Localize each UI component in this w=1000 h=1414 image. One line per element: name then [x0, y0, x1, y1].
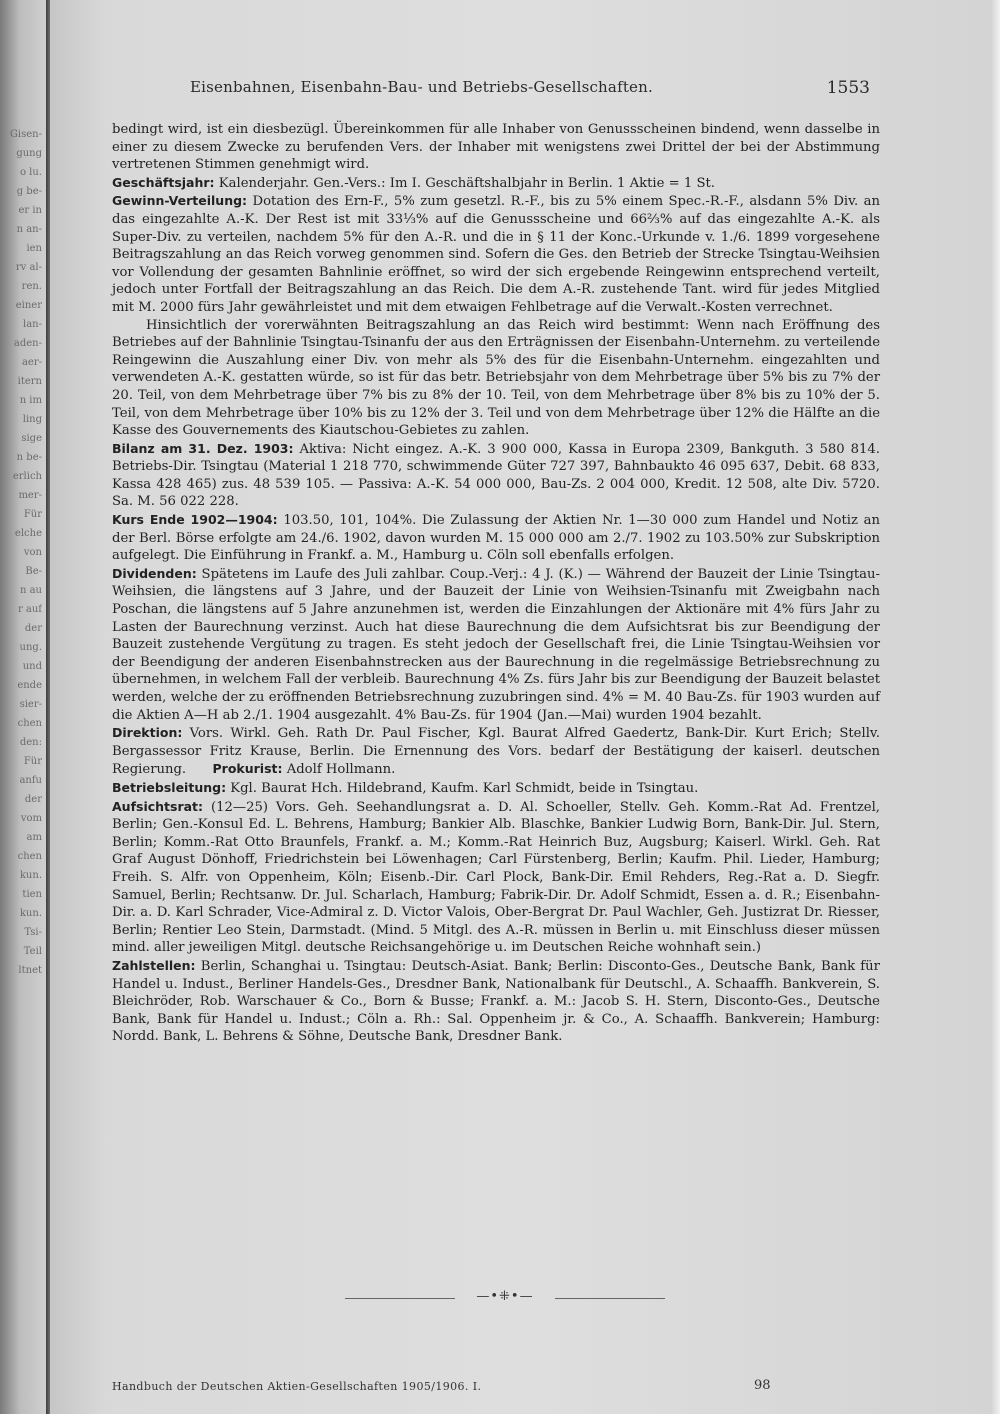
divider-ornament: —•⁜•— — [476, 1289, 534, 1304]
paragraph — [112, 121, 880, 174]
gutter-fragment: ltnet — [18, 965, 42, 976]
paragraph-text: Berlin, Schanghai u. Tsingtau: Deutsch-Asiat. Bank; Berlin: Disconto-Ges., Deutsche Bank, Bank für Handel u. Indust., Berliner Handels-Ges., Dresdner Bank, Nationalbank für Deutschl., A. Schaaffh. Bankverein, S. Bleichröder, Rob. Warschauer & Co., Born & Busse; Frankf. a. M.: Jacob S. H. Stern, Disconto-Ges., Deutsche Bank, Bank für Handel u. Indust.; Cöln a. Rh.: Sal. Oppenheim jr. & Co., A. Schaaffh. Bankverein; Hamburg: Nordd. Bank, L. Behrens & Söhne, Deutsche Bank, Dresdner Bank. — [112, 958, 880, 1045]
section-label: Prokurist: — [212, 761, 283, 777]
gutter-fragment: Für — [23, 756, 42, 767]
gutter-fragment: Be- — [25, 566, 42, 577]
section-label: Gewinn-Verteilung: — [112, 193, 248, 209]
paragraph — [112, 957, 880, 1046]
section-label: Dividenden: — [112, 565, 197, 581]
body-text — [112, 121, 880, 1046]
footer — [112, 1380, 812, 1400]
gutter-fragment: erlich — [12, 471, 42, 482]
gutter-fragment: kun. — [19, 908, 42, 919]
gutter-fragment: lan- — [23, 319, 42, 330]
section-label: Zahlstellen: — [112, 957, 196, 973]
paragraph-text: bedingt wird, ist ein diesbezügl. Übereinkommen für alle Inhaber von Genussscheinen bindend, wenn dasselbe in einer zu diesem Zwecke zu berufenden Vers. der Inhaber mit wenigstens zwei Drittel der bei der Abstimmung vertretenen Stimmen genehmigt wird. — [112, 122, 880, 173]
header-title: Eisenbahnen, Eisenbahn-Bau- und Betriebs-Gesellschaften. — [190, 78, 653, 96]
paragraph-text: Adolf Hollmann. — [286, 762, 396, 778]
paragraph — [112, 798, 880, 957]
paragraph-text: Spätetens im Laufe des Juli zahlbar. Coup.-Verj.: 4 J. (K.) — Während der Bauzeit der Linie Tsingtau-Weihsien, die längstens auf 3 Jahre, und der Bauzeit der Linie von Weihsien-Tsinanfu mit Zweigbahn nach Poschan, die längstens auf 5 Jahre anzunehmen ist, werden die Einzahlungen der Aktionäre mit 4% fürs Jahr zu Lasten der Baurechnung verzinst. Auch hat diese Baurechnung die dem Aufsichtsrat bis zur Beendigung der Bauzeit zustehende Vergütung zu tragen. Es steht jedoch der Gesellschaft frei, die Linie Tsingtau-Weihsien vor der Beendigung der anderen Eisenbahnstrecken aus der Baurechnung in die regelmässige Betriebsrechnung zu übernehmen, in welchem Fall der verbleib. Baurechnung 4% Zs. fürs Jahr bis zur Beendigung der Bauzeit belastet werden, welche der zu eröffnenden Betriebsrechnung zuzubringen sind. 4% = M. 40 Bau-Zs. für 1903 wurden auf die Aktien A—H ab 2./1. 1904 ausgezahlt. 4% Bau-Zs. für 1904 (Jan.—Mai) wurden 1904 bezahlt. — [112, 566, 880, 723]
gutter-fragment: r auf — [17, 604, 42, 615]
gutter-fragment: anfu — [19, 775, 42, 786]
gutter-fragment: ung. — [19, 642, 42, 653]
gutter-fragment: er in — [18, 205, 42, 216]
gutter-fragment: n an- — [16, 224, 42, 235]
gutter-fragment: chen — [17, 851, 42, 862]
gutter-fragment: Für — [23, 509, 42, 520]
gutter-fragment: elche — [14, 528, 42, 539]
gutter-fragment: Gisen- — [9, 129, 42, 140]
gutter-fragment: n im — [19, 395, 42, 406]
gutter-fragment: vom — [20, 813, 42, 824]
paragraph — [112, 440, 880, 511]
gutter-fragment: ien — [26, 243, 42, 254]
gutter-fragment: rv al- — [15, 262, 42, 273]
gutter-fragment: von — [23, 547, 42, 558]
gutter-fragment: mer- — [18, 490, 42, 501]
gutter-fragment: sier- — [19, 699, 42, 710]
paragraph — [112, 174, 880, 193]
paragraph-text: Kgl. Baurat Hch. Hildebrand, Kaufm. Karl Schmidt, beide in Tsingtau. — [230, 780, 699, 796]
running-header — [170, 78, 880, 102]
footer-imprint: Handbuch der Deutschen Aktien-Gesellschaften 1905/1906. I. — [112, 1380, 482, 1393]
left-page-fragments — [4, 125, 42, 980]
gutter-fragment: Tsi- — [24, 927, 42, 938]
gutter-fragment: ling — [22, 414, 42, 425]
paragraph-text: Aktiva: Nicht eingez. A.-K. 3 900 000, Kassa in Europa 2309, Bankguth. 3 580 814. Betriebs-Dir. Tsingtau (Material 1 218 770, schwimmende Güter 727 397, Bahnbaukto 46 095 637, Debit. 68 833, Kassa 428 465) zus. 48 539 105. — Passiva: A.-K. 54 000 000, Bau-Zs. 2 004 000, Kredit. 12 508, alte Div. 5720. Sa. M. 56 022 228. — [112, 441, 881, 510]
page-edge — [990, 0, 1000, 1414]
gutter-fragment: o lu. — [19, 167, 42, 178]
paragraph — [112, 565, 880, 724]
gutter-fragment: ren. — [21, 281, 42, 292]
gutter-fragment: n au — [19, 585, 42, 596]
paragraph — [112, 192, 880, 316]
gutter-fragment: den: — [19, 737, 42, 748]
gutter-fragment: g be- — [16, 186, 42, 197]
section-label: Direktion: — [112, 725, 183, 741]
gutter-fragment: und — [22, 661, 42, 672]
gutter-fragment: itern — [17, 376, 42, 387]
left-page-gutter — [0, 0, 50, 1414]
divider-line-right — [555, 1298, 665, 1299]
paragraph — [112, 317, 880, 440]
paragraph — [112, 779, 880, 798]
paragraph-text: 103.50, 101, 104%. Die Zulassung der Aktien Nr. 1—30 000 zum Handel und Notiz an der Berl. Börse erfolgte am 24./6. 1902, davon wurden M. 15 000 000 am 2./7. 1902 zu 103.50% zur Subskription aufgelegt. Die Einführung in Frankf. a. M., Hamburg u. Cöln soll ebenfalls erfolgen. — [112, 513, 880, 564]
section-label: Bilanz am 31. Dez. 1903: — [112, 440, 294, 456]
gutter-fragment: ende — [17, 680, 42, 691]
paragraph — [112, 724, 880, 779]
paragraph-text: Vors. Wirkl. Geh. Rath Dr. Paul Fischer, Kgl. Baurat Alfred Gaedertz, Bank-Dir. Kurt Erich; Stellv. Bergassessor Fritz Krause, Berlin. Die Ernennung des Vors. bedarf der Bestätigung der kaiserl. deutschen Regierung. — [112, 726, 880, 778]
gutter-fragment: chen — [17, 718, 42, 729]
paragraph-text: (12—25) Vors. Geh. Seehandlungsrat a. D. Al. Schoeller, Stellv. Geh. Komm.-Rat Ad. Frentzel, Berlin; Gen.-Konsul Ed. L. Behrens, Hamburg; Bankier Alb. Blaschke, Bankier Ludwig Born, Bank-Dir. Jul. Stern, Berlin; Komm.-Rat Otto Braunfels, Frankf. a. M.; Komm.-Rat Heinrich Buz, Augsburg; Kaiserl. Wirkl. Geh. Rat Graf August Dönhoff, Friedrichstein bei Löwenhagen; Carl Fürstenberg, Berlin; Kaufm. Phil. Lieder, Hamburg; Freih. S. Alfr. von Oppenheim, Köln; Eisenb.-Dir. Carl Plock, Bank-Dir. Emil Rehders, Reg.-Rat a. D. Siegfr. Samuel, Berlin; Rechtsanw. Dr. Jul. Scharlach, Hamburg; Fabrik-Dir. Dr. Adolf Schmidt, Essen a. d. R.; Eisenbahn-Dir. a. D. Karl Schrader, Vice-Admiral z. D. Victor Valois, Ober-Bergrat Dr. Paul Wachler, Geh. Justizrat Dr. Riesser, Berlin; Rentier Leo Stein, Darmstadt. (Mind. 5 Mitgl. des A.-R. müssen in Berlin u. mit Einschluss dieser müssen mind. aller jeweiligen Mitgl. deutsche Reichsangehörige u. im Deutschen Reiche wohnhaft sein.) — [112, 799, 881, 956]
gutter-fragment: der — [24, 794, 42, 805]
section-label: Betriebsleitung: — [112, 779, 227, 795]
section-label: Geschäftsjahr: — [112, 174, 215, 190]
gutter-fragment: n be- — [16, 452, 42, 463]
gutter-fragment: aer- — [21, 357, 42, 368]
paragraph — [112, 511, 880, 565]
section-divider — [345, 1289, 665, 1306]
gutter-fragment: kun. — [19, 870, 42, 881]
gutter-fragment: der — [24, 623, 42, 634]
gutter-fragment: Teil — [23, 946, 42, 957]
paragraph-text: Dotation des Ern-F., 5% zum gesetzl. R.-F., bis zu 5% einem Spec.-R.-F., alsdann 5% Div. an das eingezahlte A.-K. Der Rest ist mit 33⅓% auf die Genussscheine und 66⅔% auf das eingezahlte A.-K. als Super-Div. zu verteilen, nachdem 5% für den A.-R. und die in § 11 der Konc.-Urkunde v. 1./6. 1899 vorgesehene Beitragszahlung an das Reich vorweg genommen sind. Sofern die Ges. den Betrieb der Strecke Tsingtau-Weihsien vor Vollendung der gesamten Bahnlinie eröffnet, so wird der sich ergebende Reingewinn entsprechend verteilt, jedoch unter Fortfall der Beitragszahlung an das Reich. Die dem A.-R. zustehende Tant. wird für jedes Mitglied mit M. 2000 fürs Jahr gewährleistet und mit dem etwaigen Fehlbetrage auf die Verwalt.-Kosten verrechnet. — [112, 194, 880, 315]
paragraph-text: Kalenderjahr. Gen.-Vers.: Im I. Geschäftshalbjahr in Berlin. 1 Aktie = 1 St. — [218, 175, 715, 191]
gutter-fragment: einer — [15, 300, 42, 311]
section-label: Kurs Ende 1902—1904: — [112, 512, 278, 528]
section-label: Aufsichtsrat: — [112, 798, 204, 814]
signature-mark: 98 — [754, 1378, 771, 1393]
gutter-fragment: tien — [22, 889, 42, 900]
paragraph-text: Hinsichtlich der vorerwähnten Beitragszahlung an das Reich wird bestimmt: Wenn nach Eröffnung des Betriebes auf der Bahnlinie Tsingtau-Tsinanfu der aus den Erträgnissen der Eisenbahn-Unternehm. zu verteilende Reingewinn die Auszahlung einer Div. von mehr als 5% des für die Eisenbahn-Unternehm. eingezahlten und verwendeten A.-K. gestatten würde, so ist für das betr. Betriebsjahr von dem Mehrbetrage über 5% bis zu 7% der 20. Teil, von dem Mehrbetrage über 7% bis zu 8% der 10. Teil, von dem Mehrbetrage über 8% bis zu 10% der 5. Teil, von dem Mehrbetrage über 10% bis zu 12% der 3. Teil und von dem Mehrbetrage über 12% die Hälfte an die Kasse des Gouvernements des Kiautschou-Gebietes zu zahlen. — [112, 317, 880, 439]
gutter-fragment: aden- — [13, 338, 42, 349]
gutter-fragment: gung — [16, 148, 42, 159]
gutter-fragment: sige — [21, 433, 42, 444]
gutter-fragment: am — [26, 832, 42, 843]
page-number: 1553 — [826, 78, 870, 98]
